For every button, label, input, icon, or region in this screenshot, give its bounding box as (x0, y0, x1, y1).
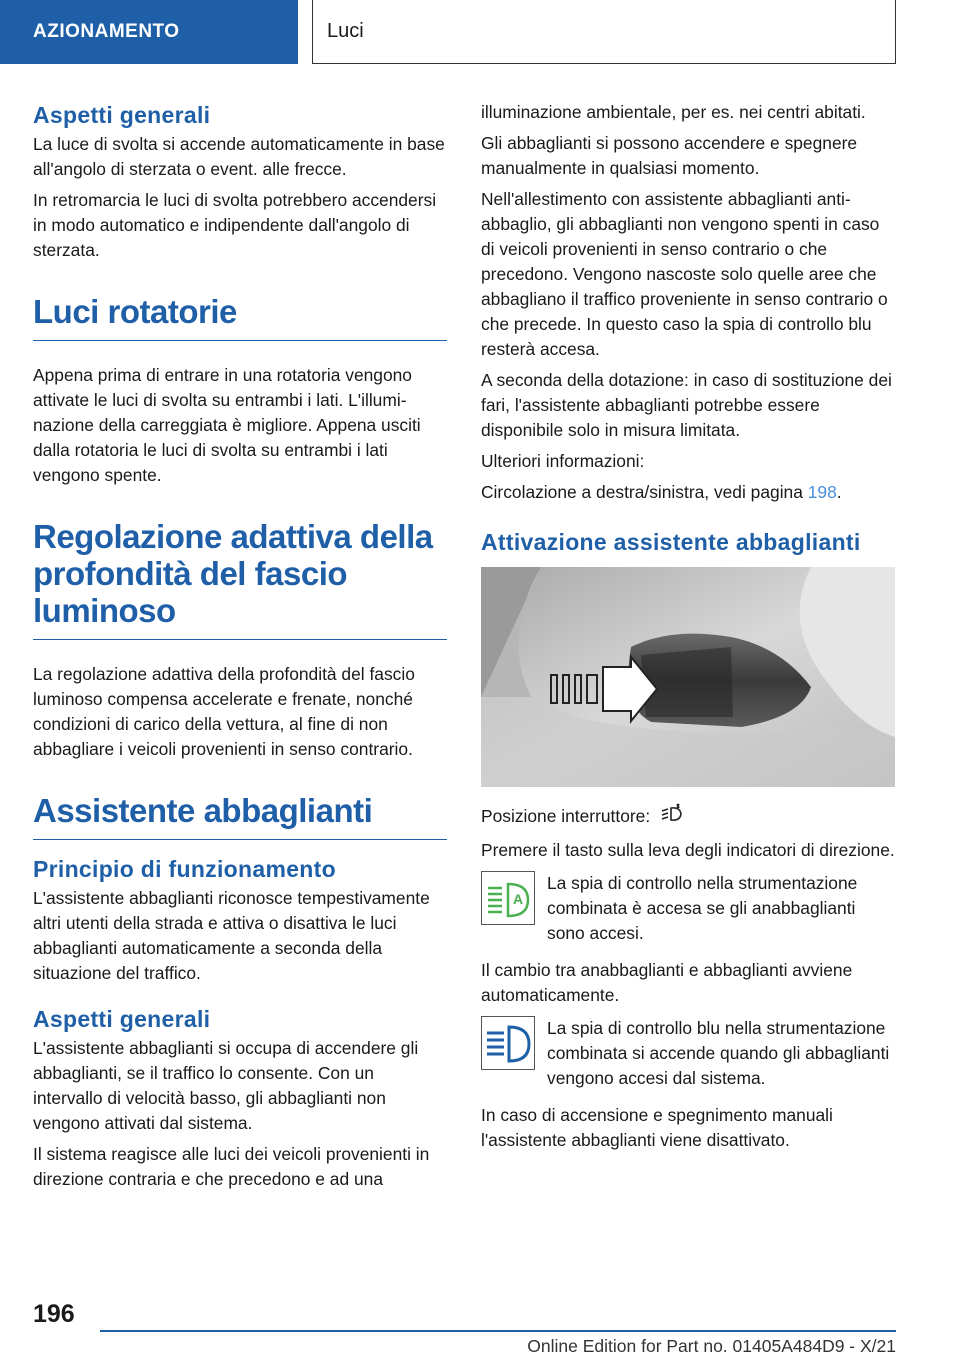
footer-edition: Online Edition for Part no. 01405A484D9 - X/21 (527, 1336, 896, 1356)
indicator-row-green (481, 871, 895, 946)
paragraph: Premere il tasto sulla leva degli indicatori di direzione. (481, 840, 895, 860)
switch-position-line (481, 803, 895, 832)
paragraph: Ulteriori informazioni: (481, 451, 645, 471)
indicator-row-blue (481, 1016, 895, 1091)
page-number: 196 (33, 1300, 75, 1328)
paragraph: In retromarcia le luci di svolta potrebbero accendersi in modo automatico e indipendente dall'angolo di sterzata. (33, 190, 437, 260)
paragraph: Gli abbaglianti si possono accendere e spegnere manualmente in qualsiasi momento. (481, 133, 858, 178)
steering-stalk-photo (481, 567, 895, 787)
heading-high-beam-assistant: Assistente abbaglianti (33, 792, 447, 840)
paragraph: La luce di svolta si accende automaticamente in base all'angolo di sterzata o event. alle frecce. (33, 134, 445, 179)
paragraph: In caso di accensione e spegnimento manuali l'assistente abbaglianti viene disattivato. (481, 1105, 833, 1150)
paragraph: La regolazione adattiva della profondità del fascio luminoso compensa accelerate e frenate, nonché condizioni di carico della vettura, al fine di non abbagliare i veicoli provenienti in senso contrario. (33, 664, 415, 759)
section-title-general: Aspetti generali (33, 102, 211, 128)
paragraph: Appena prima di entrare in una rotatoria vengono attivate le luci di svolta su entrambi i lati. L'illuminazione della carreggiata è migliore. Appena usciti dalla rotatoria le luci di svolta su entrambi i lati vengono spente. (33, 365, 421, 485)
high-beam-assistant-icon (660, 803, 686, 832)
paragraph-cross-reference (481, 480, 895, 505)
heading-adaptive-wrap (33, 518, 447, 640)
blue-high-beam-indicator-icon (481, 1016, 535, 1070)
green-high-beam-assistant-indicator-icon (481, 871, 535, 925)
cross-reference-end: . (836, 482, 842, 502)
header-section-tab: AZIONAMENTO (0, 0, 298, 64)
paragraph: Il cambio tra anabbaglianti e abbaglianti avviene automaticamente. (481, 960, 853, 1005)
left-column (33, 100, 447, 1198)
paragraph: A seconda della dotazione: in caso di sostituzione dei fari, l'assistente abbaglianti potrebbe essere disponibile solo in misura limitata. (481, 370, 892, 440)
paragraph: L'assistente abbaglianti si occupa di accendere gli abbaglianti, se il traffico lo consente. Con un intervallo di velocità basso, gli abbaglianti non vengono attivati dal sistema. (33, 1038, 419, 1133)
section-title-activation: Attivazione assistente abbaglianti (481, 529, 861, 555)
header-chapter-title: Luci (312, 0, 896, 64)
paragraph: Il sistema reagisce alle luci dei veicoli provenienti in direzione contraria e che precedono e ad una (33, 1144, 430, 1189)
heading-roundabout-lights: Luci rotatorie (33, 293, 447, 341)
heading-assistant-wrap (33, 792, 447, 840)
heading-adaptive-beam: Regolazione adattiva della profondità del fascio luminoso (33, 518, 447, 640)
paragraph: illuminazione ambientale, per es. nei centri abitati. (481, 102, 866, 122)
paragraph: Nell'allestimento con assistente abbaglianti antiabbaglio, gli abbaglianti non vengono spenti in caso di veicoli provenienti in senso contrario o che precedono. Vengono nascoste solo quelle aree che abbagliano il traffico proveniente in senso contrario o che precede. In questo caso la spia di controllo blu resterà accesa. (481, 189, 888, 359)
paragraph: L'assistente abbaglianti riconosce tempestivamente altri utenti della strada e attiva o disattiva le luci abbaglianti automaticamente a seconda della situazione del traffico. (33, 888, 430, 983)
paragraph: La spia di controllo nella strumentazione combinata è accesa se gli anabbaglianti sono accesi. (547, 873, 858, 943)
cross-reference-text: Circolazione a destra/sinistra, vedi pagina (481, 482, 808, 502)
heading-roundabout-wrap (33, 293, 447, 341)
switch-position-label: Posizione interruttore: (481, 806, 651, 827)
paragraph: La spia di controllo blu nella strumentazione combinata si accende quando gli abbaglianti vengono accesi dal sistema. (547, 1018, 890, 1088)
svg-text:A: A (513, 891, 524, 907)
section-title-general-2: Aspetti generali (33, 1006, 211, 1032)
right-column (481, 100, 895, 1159)
page-link[interactable]: 198 (807, 482, 837, 502)
section-title-principle: Principio di funzionamento (33, 856, 336, 882)
footer-divider (100, 1330, 896, 1332)
